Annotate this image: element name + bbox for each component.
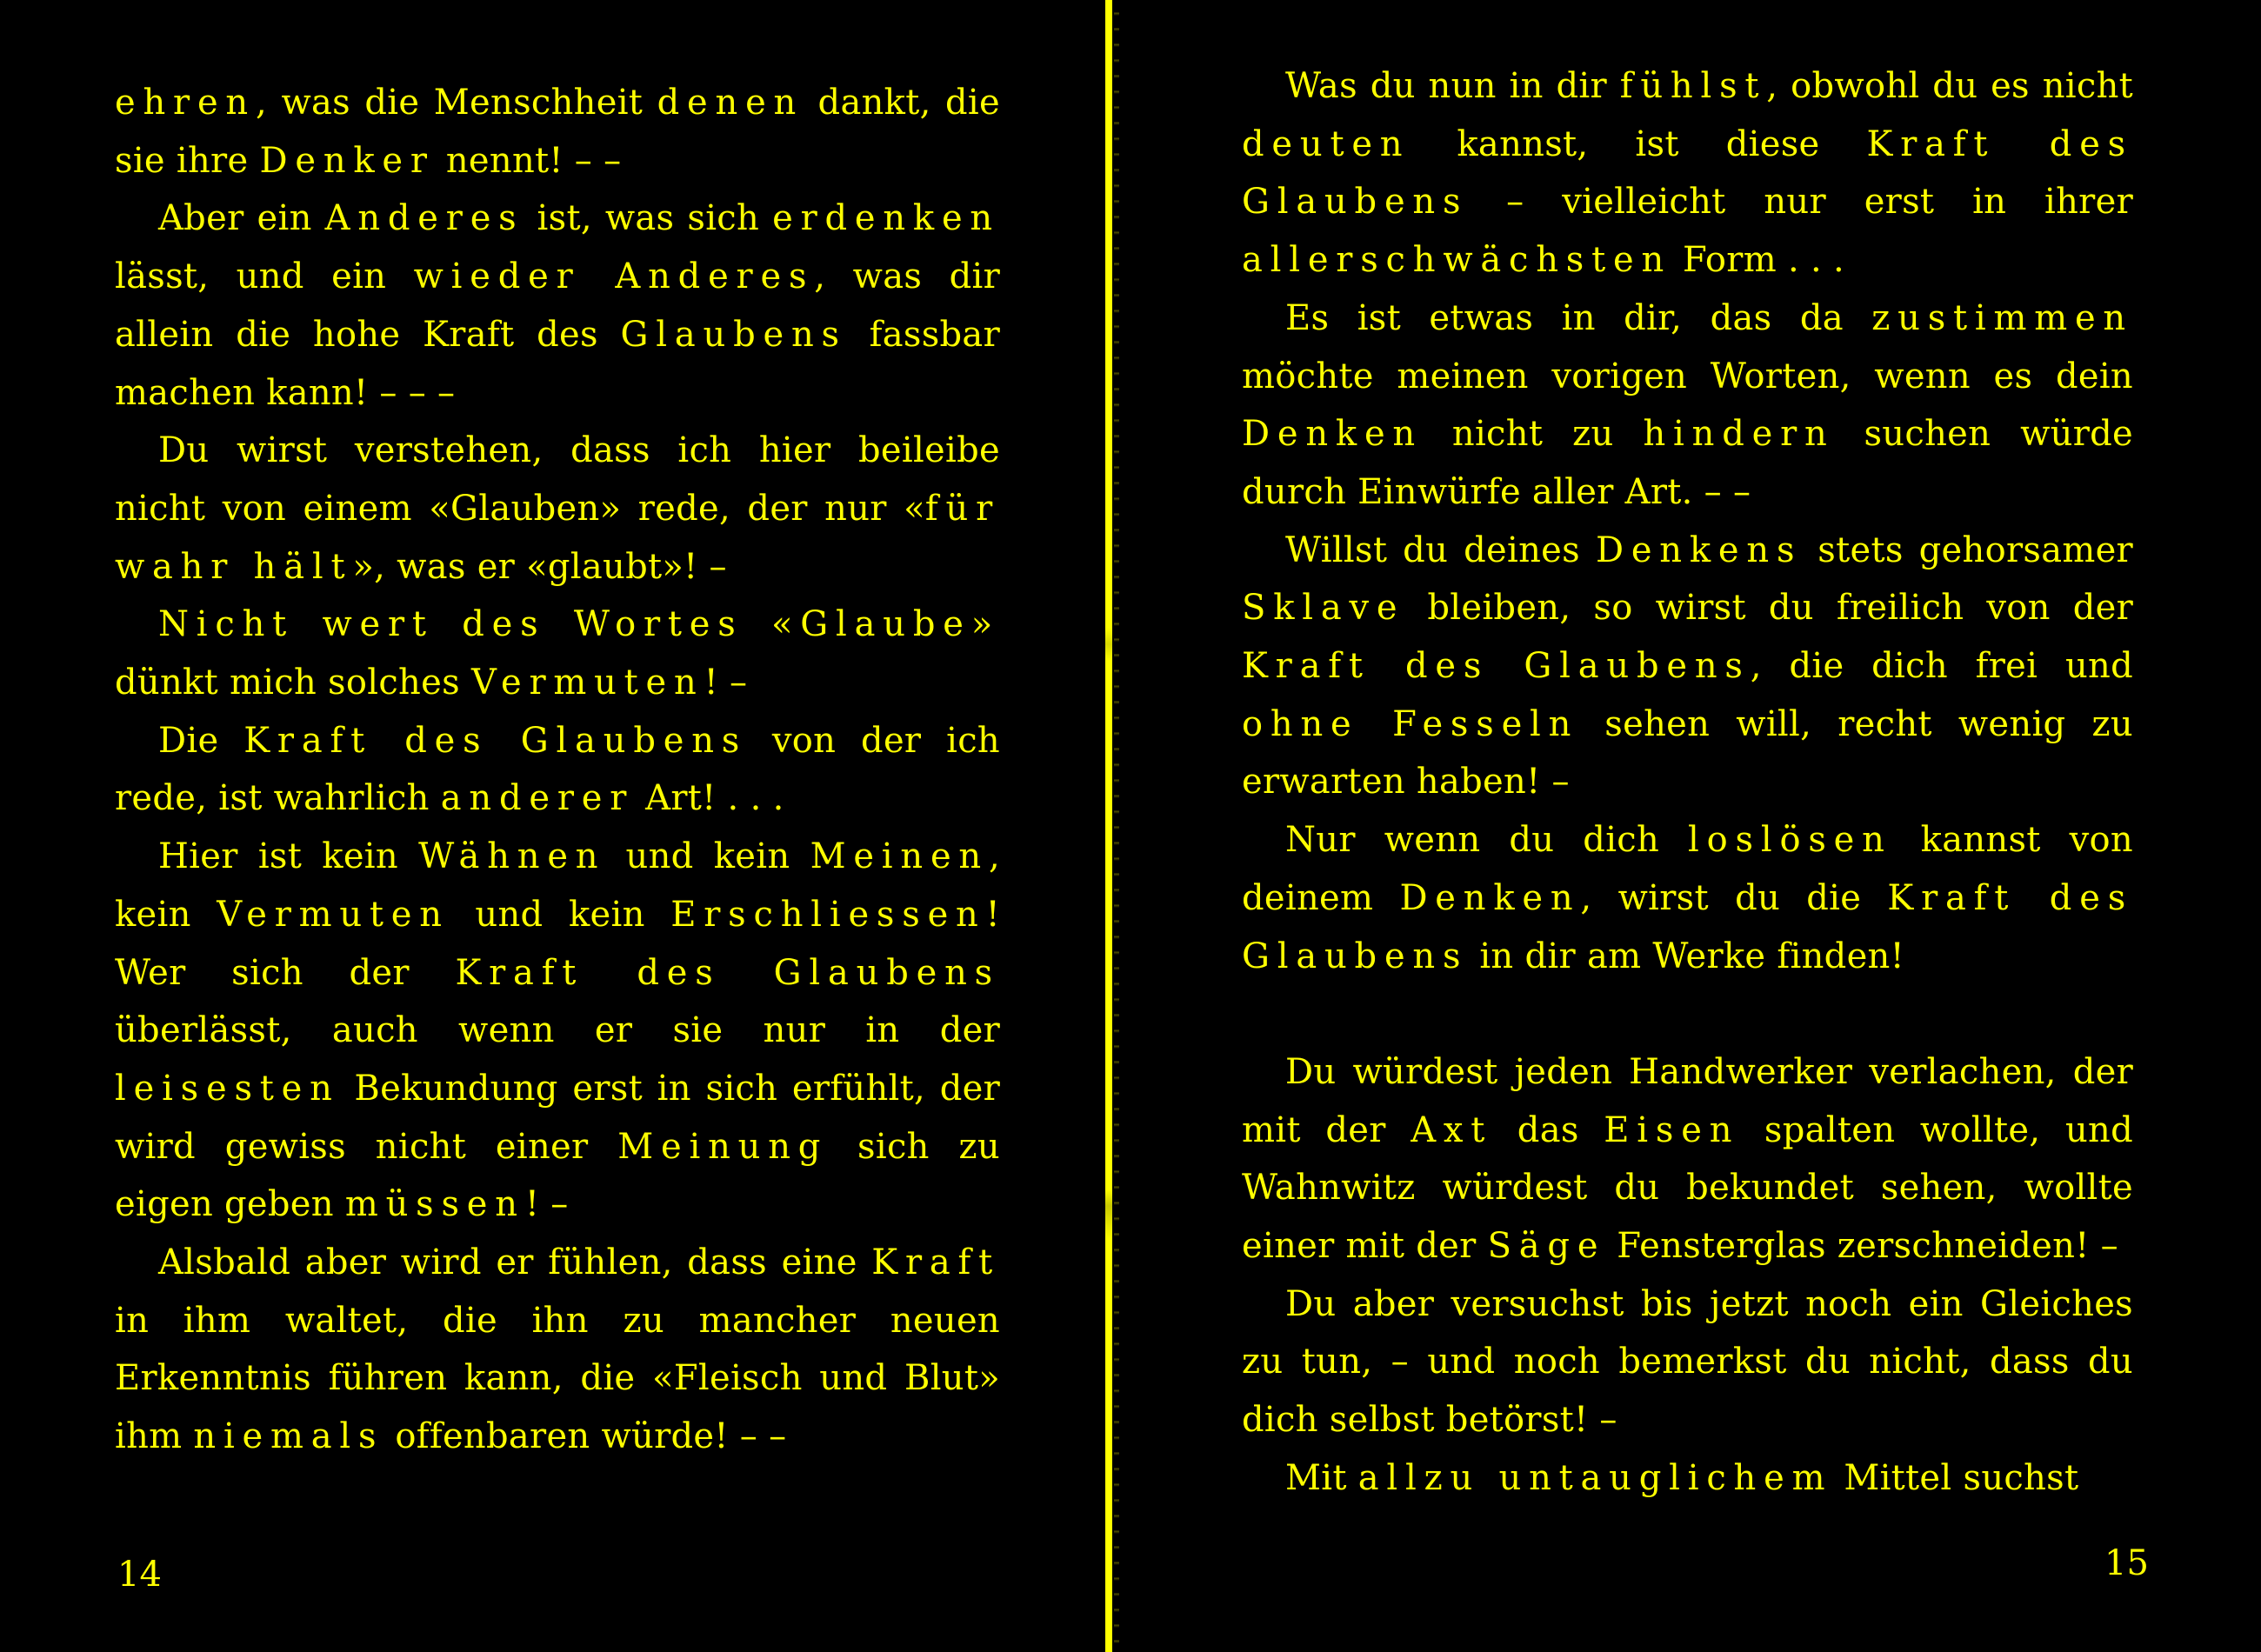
text-run: , kein (115, 836, 1000, 935)
text-run: sehen will, recht wenig zu erwarten haben! – (1242, 703, 2133, 803)
emphasized-text: Vermuten (470, 663, 704, 703)
text-run: nicht zu (1422, 414, 1644, 455)
text-run: Bekundung erst in sich erfühlt, der wird gewiss nicht einer (115, 1068, 1000, 1167)
paragraph (1242, 522, 2133, 812)
emphasized-text: Vermuten (217, 894, 450, 935)
paragraph (1242, 811, 2133, 985)
emphasized-text: Kraft des Glaubens (1242, 123, 2134, 223)
text-run: fassbar machen kann! – – – (115, 314, 1000, 413)
emphasized-text: Kraft des Glaubens (455, 952, 1000, 993)
text-run: in ihm waltet, die ihn zu mancher neuen Erkenntnis führen kann, die «Fleisch und Blut» ihm (115, 1300, 1000, 1457)
emphasized-text: Erschliessen (670, 894, 986, 935)
emphasized-text: allerschwächsten (1242, 240, 1672, 281)
emphasized-text: zustimmen (1871, 297, 2133, 338)
paragraph (115, 74, 1000, 190)
emphasized-text: Meinen (810, 836, 989, 877)
text-run: lässt, und ein (115, 256, 414, 297)
text-run: und kein (449, 894, 671, 935)
paragraph (115, 190, 1000, 422)
emphasized-text: denen (657, 83, 804, 123)
text-run: – vielleicht nur erst in ihrer (1468, 182, 2133, 223)
text-run: Hier ist kein (158, 836, 419, 877)
text-run: Nur wenn du dich (1285, 820, 1689, 861)
text-run: ! – (704, 663, 748, 703)
paragraph (115, 712, 1000, 828)
emphasized-text: anderer (440, 778, 635, 819)
text-run: von der ich rede, ist wahrlich (115, 720, 1000, 819)
emphasized-text: deuten (1242, 123, 1411, 164)
right-page-number: 15 (2104, 1543, 2149, 1583)
emphasized-text: Eisen (1604, 1109, 1740, 1150)
text-run: ist, was sich (524, 198, 773, 239)
text-run: dünkt mich solches (115, 663, 471, 703)
text-run: bleiben, so wirst du freilich von der (1404, 588, 2133, 629)
text-run: kannst, ist diese (1410, 123, 1867, 164)
text-run: Fensterglas zerschneiden! – (1605, 1226, 2118, 1267)
text-run: , die dich frei und (1750, 646, 2133, 687)
text-run: Du aber versuchst bis jetzt noch ein Gleiches zu tun, – und noch bemerkst du nicht, dass du dich selbst betörst! – (1242, 1283, 2133, 1441)
text-run: Aber ein (158, 198, 325, 239)
emphasized-text: Anderes (324, 198, 524, 239)
emphasized-text: allzu untauglichem (1357, 1457, 1833, 1498)
emphasized-text: hindern (1643, 414, 1835, 455)
emphasized-text: leisesten (115, 1068, 340, 1109)
emphasized-text: Glaubens (620, 314, 847, 355)
emphasized-text: niemals (193, 1416, 384, 1457)
emphasized-text: Säge (1487, 1226, 1606, 1267)
text-run: Was du nun in dir (1285, 66, 1620, 106)
paragraph (1242, 1276, 2133, 1449)
left-page-text (115, 74, 1000, 1466)
emphasized-text: Sklave (1242, 588, 1405, 629)
text-run: , was die Menschheit (256, 83, 657, 123)
text-run: ! Wer sich der (115, 894, 1000, 993)
paragraph (1242, 290, 2133, 522)
text-run: in dir am Werke finden! (1468, 936, 1904, 976)
paragraph (1242, 1043, 2133, 1276)
emphasized-text: Denkens (1595, 530, 1803, 570)
text-run: ! – (524, 1184, 569, 1225)
text-run: überlässt, auch wenn er sie nur in der (115, 1010, 1000, 1051)
paragraph (1242, 57, 2133, 290)
emphasized-text: Denken (1399, 877, 1581, 918)
emphasized-text: wieder Anderes (413, 256, 815, 297)
text-run: kannst von deinem (1242, 820, 2133, 918)
paragraph (115, 596, 1000, 711)
gutter-edge-line (1105, 0, 1112, 1652)
emphasized-text: Wähnen (418, 836, 606, 877)
paragraph (115, 422, 1000, 596)
text-run: spalten wollte, und Wahnwitz würdest du bekundet sehen, wollte einer mit der (1242, 1109, 2133, 1267)
emphasized-text: ohne Fesseln (1242, 703, 1579, 744)
emphasized-text: Axt (1411, 1109, 1493, 1150)
emphasized-text: Kraft des Glaubens (243, 720, 748, 761)
text-run: offenbaren würde! – – (384, 1416, 787, 1457)
text-run: Es ist etwas in dir, das da (1285, 297, 1872, 338)
text-run: Mittel suchst (1832, 1457, 2079, 1498)
text-run: Die (158, 720, 244, 761)
paragraph (1242, 1449, 2133, 1508)
text-run: dankt, die sie ihre (115, 83, 1000, 181)
text-run: Du würdest jeden Handwerker verlachen, der mit der (1242, 1051, 2133, 1150)
emphasized-text: Nicht wert des Wortes «Glaube» (158, 604, 1000, 645)
text-run: », was er «glaubt»! – (352, 546, 727, 587)
left-page (0, 0, 1104, 1652)
text-run: stets gehorsamer (1802, 530, 2133, 570)
text-run: Willst du deines (1285, 530, 1596, 570)
text-run: Art! . . . (634, 778, 784, 819)
emphasized-text: Meinung (617, 1126, 829, 1167)
emphasized-text: Kraft (871, 1242, 1000, 1283)
paragraph (115, 828, 1000, 1234)
text-run: sich zu eigen geben (115, 1126, 1000, 1225)
gutter-shadow (1114, 0, 1119, 1652)
emphasized-text: müssen (344, 1184, 525, 1225)
emphasized-text: Denken (1242, 414, 1423, 455)
text-run: und kein (605, 836, 810, 877)
text-run: , obwohl du es nicht (1766, 66, 2133, 106)
emphasized-text: Kraft des Glaubens (1242, 646, 1751, 687)
right-page-text (1242, 57, 2133, 1508)
emphasized-text: Kraft des Glaubens (1242, 877, 2134, 976)
right-page (1122, 0, 2261, 1652)
text-run: suchen würde durch Einwürfe aller Art. – – (1242, 414, 2133, 512)
emphasized-text: erdenken (772, 198, 1000, 239)
text-run: Alsbald aber wird er fühlen, dass eine (158, 1242, 872, 1283)
paragraph (115, 1234, 1000, 1466)
text-run: das (1492, 1109, 1604, 1150)
text-run: Mit (1285, 1457, 1358, 1498)
text-run: möchte meinen vorigen Worten, wenn es dein (1242, 356, 2133, 396)
text-run: Du wirst verstehen, dass ich hier beileibe nicht von einem «Glauben» rede, der nur « (115, 430, 1000, 529)
emphasized-text: fühlst (1619, 66, 1767, 106)
emphasized-text: ehren (115, 83, 256, 123)
emphasized-text: loslösen (1688, 820, 1892, 861)
emphasized-text: für wahr hält (115, 488, 1000, 587)
left-page-number: 14 (117, 1555, 162, 1595)
text-run: nennt! – – (434, 140, 622, 181)
text-run: , was dir allein die hohe Kraft des (115, 256, 1000, 355)
text-run: Form . . . (1671, 240, 1845, 281)
emphasized-text: Denker (259, 140, 435, 181)
text-run: , wirst du die (1580, 877, 1888, 918)
